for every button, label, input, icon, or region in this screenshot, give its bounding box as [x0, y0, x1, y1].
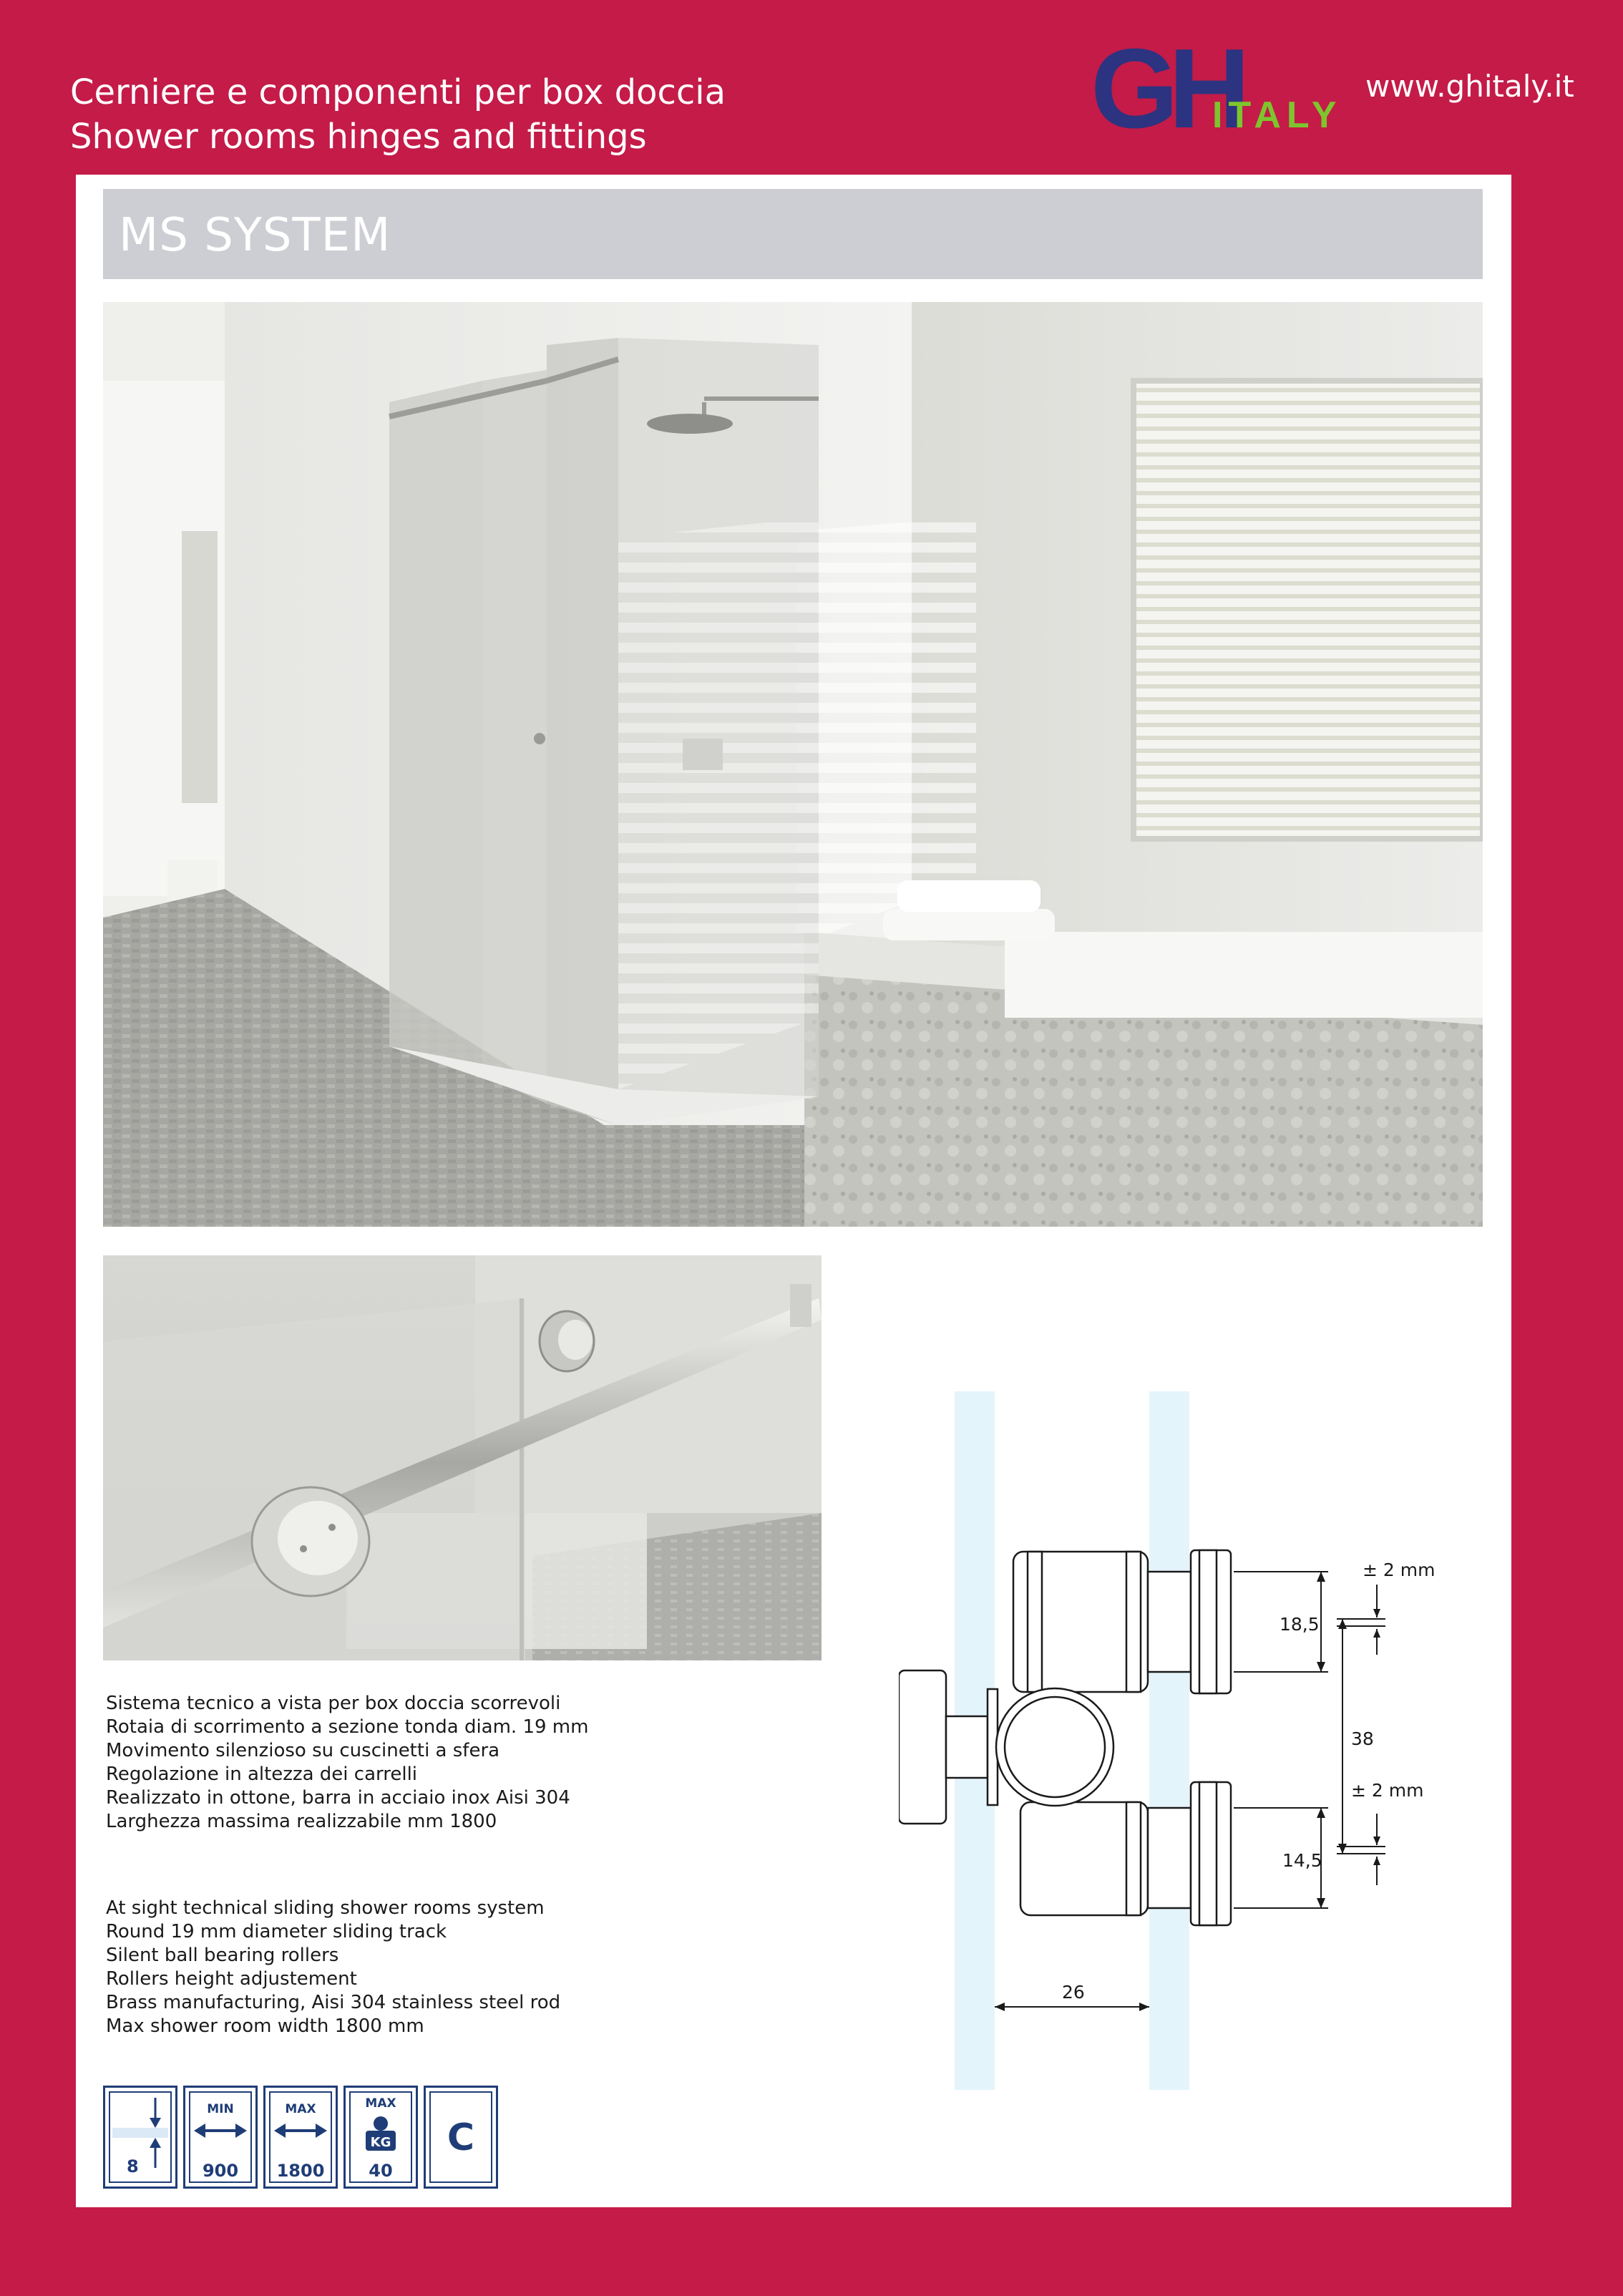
desc-it-line: Sistema tecnico a vista per box doccia scorrevoli: [106, 1693, 561, 1714]
max-width-icon: [263, 2086, 338, 2189]
gh-italy-logo: [1091, 43, 1348, 132]
desc-en-line: At sight technical sliding shower rooms system: [106, 1897, 545, 1919]
glass-panel-right: [1149, 1391, 1189, 2090]
dim-center-label: 38: [1351, 1728, 1374, 1749]
min-width-icon: [183, 2086, 258, 2189]
max-weight-icon: [343, 2086, 418, 2189]
tolerance-bottom-label: ± 2 mm: [1351, 1780, 1424, 1801]
dim-upper-label: 18,5: [1280, 1614, 1320, 1635]
desc-en-line: Brass manufacturing, Aisi 304 stainless steel rod: [106, 1992, 561, 2013]
desc-it-line: Movimento silenzioso su cuscinetti a sfera: [106, 1740, 500, 1761]
page-title: MS SYSTEM: [119, 209, 391, 262]
kg-unit-label: KG: [370, 2135, 391, 2150]
dim-lower-label: 14,5: [1282, 1850, 1322, 1871]
max-weight-caption: MAX: [365, 2096, 396, 2111]
glass-thickness-icon: [103, 2086, 177, 2189]
logo-gh-letters: GH: [1091, 43, 1240, 132]
bathroom-photo: [103, 302, 1483, 1227]
desc-en-line: Max shower room width 1800 mm: [106, 2015, 424, 2037]
desc-it-line: Realizzato in ottone, barra in acciaio inox Aisi 304: [106, 1787, 570, 1809]
class-letter-icon: [424, 2086, 498, 2189]
glass-thickness-value: 8: [127, 2156, 139, 2176]
product-sheet: [76, 175, 1511, 2207]
class-letter-value: C: [447, 2116, 475, 2159]
tagline-english: Shower rooms hinges and fittings: [70, 117, 647, 157]
desc-en-line: Round 19 mm diameter sliding track: [106, 1921, 447, 1942]
min-width-value: 900: [202, 2161, 239, 2181]
description-english: [106, 1897, 560, 2038]
header-tagline: [70, 70, 726, 159]
min-caption: MIN: [207, 2102, 234, 2116]
desc-it-line: Larghezza massima realizzabile mm 1800: [106, 1811, 497, 1832]
website-link[interactable]: www.ghitaly.it: [1365, 69, 1574, 104]
desc-it-line: Regolazione in altezza dei carrelli: [106, 1764, 418, 1785]
desc-en-line: Silent ball bearing rollers: [106, 1945, 339, 1966]
logo-italy-word: ITALY: [1212, 94, 1342, 132]
description-italian: [106, 1692, 588, 1834]
desc-it-line: Rotaia di scorrimento a sezione tonda diam. 19 mm: [106, 1716, 589, 1738]
desc-en-line: Rollers height adjustement: [106, 1968, 357, 1990]
max-width-value: 1800: [276, 2161, 325, 2181]
max-caption: MAX: [285, 2102, 316, 2116]
tolerance-top-label: ± 2 mm: [1363, 1560, 1436, 1580]
dim-width-label: 26: [1062, 1982, 1085, 2003]
title-bar: [103, 189, 1483, 279]
technical-drawing: [899, 1391, 1486, 2293]
max-weight-value: 40: [369, 2161, 393, 2181]
tagline-italian: Cerniere e componenti per box doccia: [70, 72, 726, 112]
rail-detail-photo: [103, 1255, 822, 1660]
spec-icons-row: [103, 2086, 498, 2193]
